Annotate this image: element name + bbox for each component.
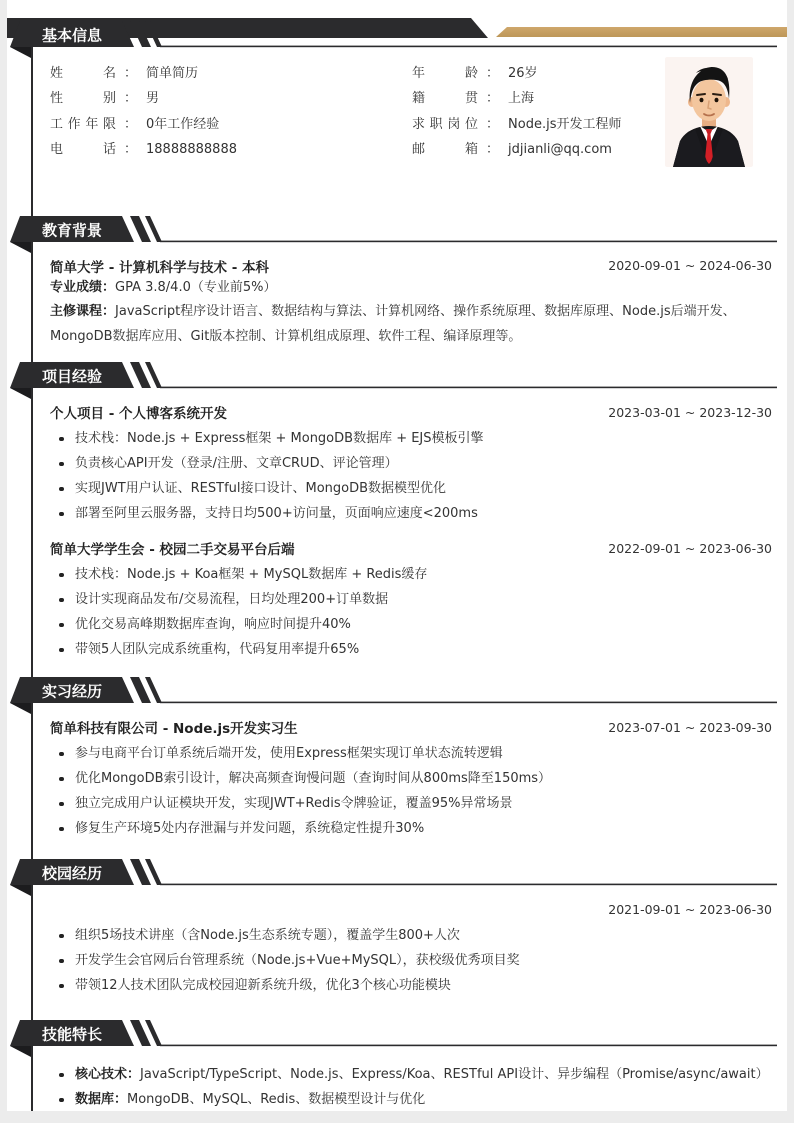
bullet-item: 设计实现商品发布/交易流程，日均处理200+订单数据 bbox=[50, 587, 772, 612]
courses-label: 主修课程： bbox=[50, 304, 116, 320]
field-value: 18888888888 bbox=[146, 142, 237, 158]
section-underline bbox=[160, 46, 777, 48]
field-label: 求职岗位 bbox=[412, 116, 478, 132]
bullet-item bbox=[50, 1087, 772, 1111]
field-phone bbox=[50, 137, 412, 162]
field-colon: ： bbox=[124, 91, 138, 107]
section-skills bbox=[7, 1020, 787, 1111]
bullet-item: 带领12人技术团队完成校园迎新系统升级，优化3个核心功能模块 bbox=[50, 973, 772, 998]
project-bullet-list bbox=[50, 562, 772, 662]
bullet-item: 实现JWT用户认证、RESTful接口设计、MongoDB数据模型优化 bbox=[50, 476, 772, 501]
project-entry bbox=[50, 538, 772, 662]
campus-body bbox=[7, 899, 787, 998]
bullet-item: 技术栈：Node.js + Koa框架 + MySQL数据库 + Redis缓存 bbox=[50, 562, 772, 587]
campus-bullet-list bbox=[50, 923, 772, 998]
bullet-item: 负责核心API开发（登录/注册、文章CRUD、评论管理） bbox=[50, 451, 772, 476]
skill-text: JavaScript/TypeScript、Node.js、Express/Koa、RESTful API设计、异步编程（Promise/async/await） bbox=[140, 1067, 769, 1083]
section-underline bbox=[160, 884, 777, 886]
basic-info-left-column bbox=[50, 61, 412, 163]
courses-line bbox=[50, 300, 772, 349]
section-underline bbox=[160, 387, 777, 389]
section-header-internship bbox=[10, 677, 777, 715]
field-value: 0年工作经验 bbox=[146, 116, 220, 132]
field-value: 简单简历 bbox=[146, 66, 199, 81]
field-colon: ： bbox=[124, 142, 138, 158]
section-campus bbox=[7, 859, 787, 998]
section-header-campus bbox=[10, 859, 777, 897]
bullet-item: 技术栈：Node.js + Express框架 + MongoDB数据库 + EJS模板引擎 bbox=[50, 426, 772, 451]
internship-date: 2023-07-01 ~ 2023-09-30 bbox=[608, 719, 772, 735]
badge-fold bbox=[10, 47, 31, 58]
bullet-item: 优化MongoDB索引设计，解决高频查询慢问题（查询时间从800ms降至150ms） bbox=[50, 766, 772, 791]
bullet-item: 部署至阿里云服务器，支持日均500+访问量，页面响应速度<200ms bbox=[50, 501, 772, 526]
skills-bullet-list bbox=[50, 1062, 772, 1111]
entry-header bbox=[50, 538, 772, 558]
section-header-projects bbox=[10, 362, 777, 400]
section-underline bbox=[160, 1045, 777, 1047]
bullet-item: 参与电商平台订单系统后端开发，使用Express框架实现订单状态流转逻辑 bbox=[50, 741, 772, 766]
field-label: 姓名 bbox=[50, 66, 116, 81]
field-value: 上海 bbox=[508, 91, 535, 107]
bullet-item: 带领5人团队完成系统重构，代码复用率提升65% bbox=[50, 637, 772, 662]
entry-header bbox=[50, 717, 772, 737]
section-header-basic-info bbox=[10, 21, 777, 59]
badge-fold bbox=[10, 242, 31, 253]
field-colon: ： bbox=[124, 66, 138, 81]
education-body bbox=[7, 256, 787, 350]
field-label: 籍贯 bbox=[412, 91, 478, 107]
field-work-years bbox=[50, 112, 412, 137]
project-bullet-list bbox=[50, 426, 772, 526]
section-underline bbox=[160, 702, 777, 704]
section-title: 校园经历 bbox=[42, 864, 103, 883]
bullet-item: 独立完成用户认证模块开发，实现JWT+Redis令牌验证，覆盖95%异常场景 bbox=[50, 791, 772, 816]
education-date: 2020-09-01 ~ 2024-06-30 bbox=[608, 258, 772, 274]
section-title: 技能特长 bbox=[42, 1025, 103, 1044]
campus-date: 2021-09-01 ~ 2023-06-30 bbox=[608, 901, 772, 917]
school-degree: 简单大学 - 计算机科学与技术 - 本科 bbox=[50, 259, 270, 276]
section-title: 教育背景 bbox=[42, 221, 103, 240]
section-internship bbox=[7, 677, 787, 841]
section-underline bbox=[160, 240, 777, 242]
basic-info-columns bbox=[50, 61, 772, 163]
field-colon: ： bbox=[486, 91, 500, 107]
gpa-label: 专业成绩： bbox=[50, 279, 116, 295]
entry-header bbox=[50, 402, 772, 422]
skill-label: 数据库： bbox=[75, 1092, 128, 1108]
company-position: 简单科技有限公司 - Node.js开发实习生 bbox=[50, 721, 298, 738]
section-projects bbox=[7, 362, 787, 662]
field-label: 电话 bbox=[50, 142, 116, 158]
project-date: 2022-09-01 ~ 2023-06-30 bbox=[608, 540, 772, 556]
badge-fold bbox=[10, 1046, 31, 1057]
field-colon: ： bbox=[124, 116, 138, 132]
section-education bbox=[7, 216, 787, 350]
bullet-item: 修复生产环境5处内存泄漏与并发问题，系统稳定性提升30% bbox=[50, 816, 772, 841]
projects-body bbox=[7, 402, 787, 662]
candidate-photo bbox=[665, 57, 753, 167]
field-label: 年龄 bbox=[412, 66, 478, 81]
field-label: 工作年限 bbox=[50, 116, 116, 132]
project-date: 2023-03-01 ~ 2023-12-30 bbox=[608, 404, 772, 420]
field-value: 26岁 bbox=[508, 66, 538, 81]
field-colon: ： bbox=[486, 116, 500, 132]
resume-page bbox=[7, 0, 787, 1111]
field-gender bbox=[50, 86, 412, 111]
skill-label: 核心技术： bbox=[75, 1067, 141, 1083]
skill-text: MongoDB、MySQL、Redis、数据模型设计与优化 bbox=[127, 1092, 426, 1108]
internship-bullet-list bbox=[50, 741, 772, 841]
field-value: 男 bbox=[146, 91, 160, 107]
gpa-value: GPA 3.8/4.0（专业前5%） bbox=[115, 279, 277, 295]
internship-entry bbox=[50, 717, 772, 841]
field-name bbox=[50, 61, 412, 86]
bullet-item bbox=[50, 1062, 772, 1087]
section-title: 实习经历 bbox=[42, 682, 103, 701]
skills-body bbox=[7, 1062, 787, 1111]
field-label: 邮箱 bbox=[412, 142, 478, 158]
field-colon: ： bbox=[486, 142, 500, 158]
field-colon: ： bbox=[486, 66, 500, 81]
section-title: 项目经验 bbox=[42, 367, 103, 386]
section-title: 基本信息 bbox=[42, 26, 103, 45]
badge-fold bbox=[10, 885, 31, 896]
badge-fold bbox=[10, 388, 31, 399]
badge-fold bbox=[10, 703, 31, 714]
entry-header bbox=[50, 899, 772, 919]
section-header-education bbox=[10, 216, 777, 254]
field-label: 性别 bbox=[50, 91, 116, 107]
bullet-item: 组织5场技术讲座（含Node.js生态系统专题），覆盖学生800+人次 bbox=[50, 923, 772, 948]
entry-header bbox=[50, 256, 772, 276]
campus-entry bbox=[50, 899, 772, 998]
project-entry bbox=[50, 402, 772, 526]
bullet-item: 开发学生会官网后台管理系统（Node.js+Vue+MySQL），获校级优秀项目奖 bbox=[50, 948, 772, 973]
project-name: 个人项目 - 个人博客系统开发 bbox=[50, 406, 228, 423]
courses-value: JavaScript程序设计语言、数据结构与算法、计算机网络、操作系统原理、数据库原理、Node.js后端开发、MongoDB数据库应用、Git版本控制、计算机组成原理、软件工程、编译原理等。 bbox=[50, 304, 736, 344]
section-header-skills bbox=[10, 1020, 777, 1058]
education-entry bbox=[50, 256, 772, 350]
project-name: 简单大学学生会 - 校园二手交易平台后端 bbox=[50, 542, 295, 559]
field-value: Node.js开发工程师 bbox=[508, 116, 622, 132]
gpa-line bbox=[50, 276, 772, 301]
bullet-item: 优化交易高峰期数据库查询，响应时间提升40% bbox=[50, 612, 772, 637]
section-basic-info bbox=[7, 21, 787, 163]
field-value: jdjianli@qq.com bbox=[508, 142, 612, 158]
internship-body bbox=[7, 717, 787, 841]
